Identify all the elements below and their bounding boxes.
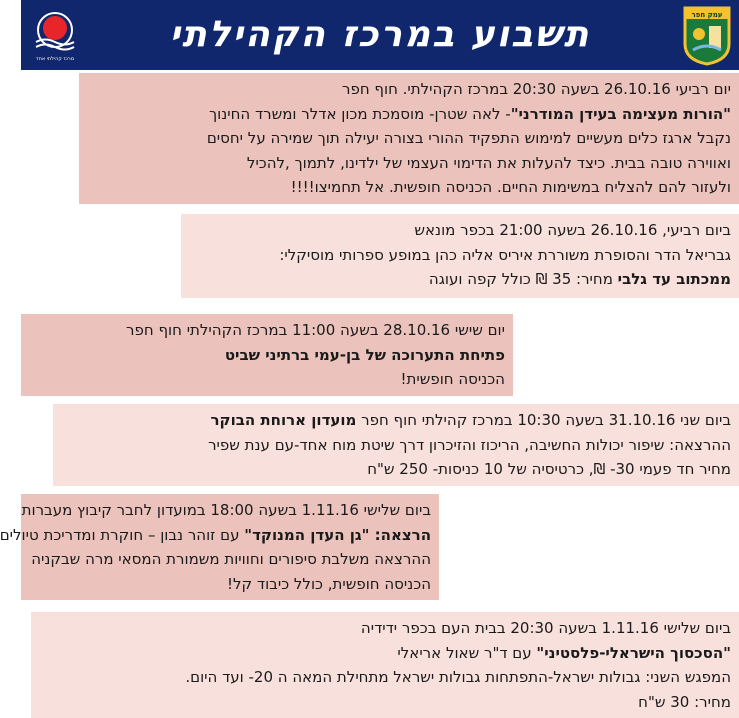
event-date-line: יום רביעי 26.10.16 בשעה 20:30 במרכז הקהילתי. חוף חפר	[342, 80, 731, 98]
event-date-line: ביום שלישי 1.11.16 בשעה 18:00 במועדון לחבר קיבוץ מעברות	[21, 501, 431, 519]
event-description-line: ואווירה טובה בבית. כיצד להעלות את הדימוי העצמי של ילדינו, לתמוך ,להכיל	[246, 153, 731, 172]
event-speaker: עם זוהר נבון – חוקרת ומדריכת טיולים	[0, 525, 245, 544]
event-title: פתיחת התערוכה של בן-עמי ברתיני שביט	[224, 345, 505, 364]
svg-text:עמק חפר: עמק חפר	[691, 11, 723, 19]
svg-text:מרכז קהילתי אחד: מרכז קהילתי אחד	[35, 56, 75, 62]
event-card	[21, 314, 513, 396]
page-title: תשבוע במרכז הקהילתי	[169, 14, 591, 55]
event-card	[181, 214, 739, 298]
event-description-line: ולעזור להם להצליח במשימות החיים. הכניסה חופשית. אל תחמיצו!!!!	[290, 178, 731, 196]
event-date: ביום שני 31.10.16 בשעה 10:30 במרכז קהילתי חוף חפר	[356, 411, 731, 429]
event-title: ממכתוב עד גלבי	[617, 270, 731, 288]
event-date-line: ביום שלישי 1.11.16 בשעה 20:30 בבית העם בכפר ידידיה	[360, 619, 731, 637]
event-card	[31, 612, 739, 718]
event-title: "הסכסוך הישראלי-פלסטיני"	[536, 643, 731, 662]
event-title-line	[29, 343, 505, 368]
event-date-line: יום שישי 28.10.16 בשעה 11:00 במרכז הקהילתי חוף חפר	[126, 321, 505, 339]
event-description-line: גבריאל הדר והסופרת משוררת איריס אליה כהן במופע ספרותי מוסיקלי:	[279, 245, 731, 264]
event-admission: הכניסה חופשית, כולל כיבוד קל!	[226, 574, 431, 593]
event-speaker: עם ד"ר שאול אריאלי	[397, 643, 537, 662]
event-title: "הורות מעצימה בעידן המודרני"	[510, 104, 731, 123]
emek-hefer-emblem-icon	[681, 4, 733, 66]
event-date-line	[61, 408, 731, 433]
community-center-logo-icon	[26, 6, 84, 64]
event-card	[53, 404, 739, 486]
event-price: מחיר: 30 ש"ח	[638, 692, 731, 711]
event-description-line: המפגש השני: גבולות ישראל-התפתחות גבולות ישראל מתחילת המאה ה 20- ועד היום.	[185, 668, 731, 686]
event-title: הרצאה: "גן העדן המנוקד"	[244, 525, 431, 544]
event-title-line	[189, 267, 731, 292]
event-description-line: ההרצאה: שיפור יכולות החשיבה, הריכוז והזיכרון דרך שיטת מוח אחד-עם ענת שפיר	[208, 435, 731, 454]
event-title-line	[0, 523, 431, 548]
event-card	[0, 494, 439, 600]
event-title: מועדון ארוחת הבוקר	[210, 411, 357, 429]
event-speaker: - לאה שטרן- מוסמכת מכון אדלר ומשרד החינוך	[209, 104, 511, 123]
event-description-line: נקבל ארגז כלים מעשיים למימוש התפקיד ההורי בצורה יעילה תוך שמירה על יחסים	[206, 129, 731, 147]
event-price: מחיר חד פעמי 30- ₪, כרטיסיה של 10 כניסות- 250 ש"ח	[367, 460, 731, 478]
event-date-line: ביום רביעי, 26.10.16 בשעה 21:00 בכפר מונאש	[414, 221, 731, 239]
event-price: מחיר: 35 ₪ כולל קפה ועוגה	[428, 270, 618, 288]
header-banner	[21, 0, 739, 70]
event-card	[79, 73, 739, 204]
event-admission: הכניסה חופשית!	[400, 370, 505, 388]
event-title-line	[39, 641, 731, 666]
event-title-line	[87, 102, 731, 127]
event-description-line: ההרצאה משלבת סיפורים וחוויות משמורת המסאי מרה שבקניה	[31, 550, 431, 568]
